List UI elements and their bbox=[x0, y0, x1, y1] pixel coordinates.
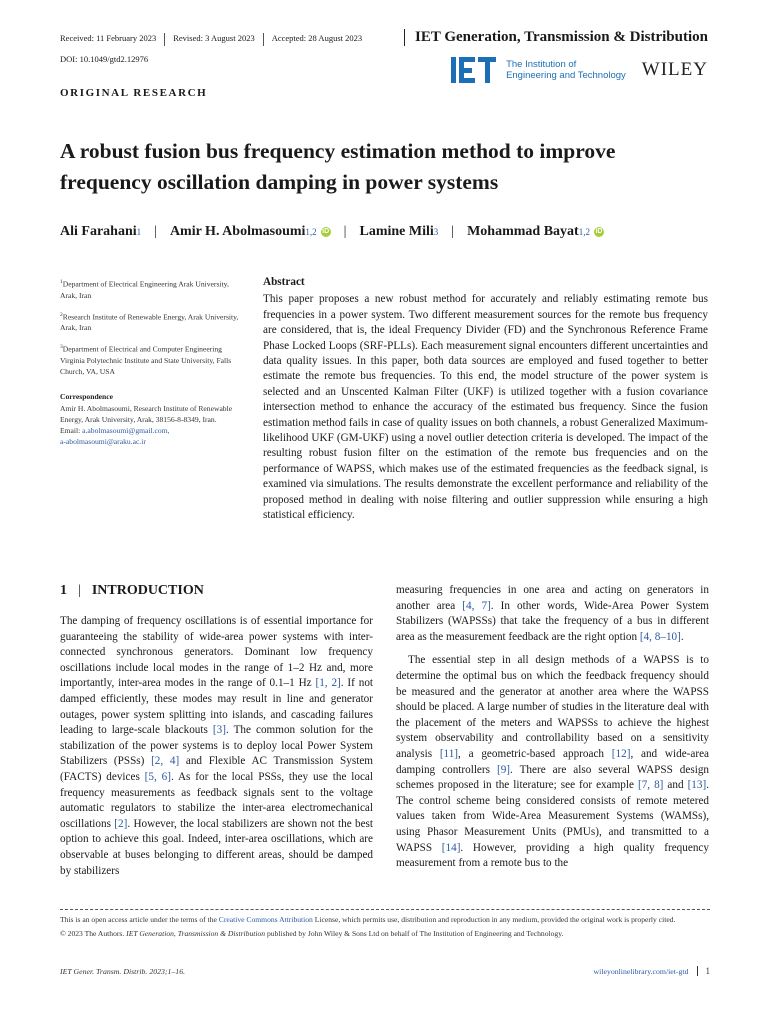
citation-link[interactable]: [4, 8–10] bbox=[639, 630, 681, 643]
publisher-logos bbox=[451, 57, 708, 83]
correspondence-text: Amir H. Abolmasoumi, Research Institute of Renewable Energy, Arak University, Arak, 38156-8-8349, Iran. Email: a.abolmasoumi@gmail.com, a-abolmasoumi@araku.ac.ir bbox=[60, 403, 233, 446]
affiliation-2: $^2$Research Institute of Renewable Energy, Arak University, Arak, Iran bbox=[60, 311, 239, 333]
affiliation-1: $^1$Department of Electrical Engineering Arak University, Arak, Iran bbox=[60, 279, 229, 300]
doi[interactable]: DOI: 10.1049/gtd2.12976 bbox=[60, 54, 149, 64]
author-name[interactable]: Lamine Mili bbox=[359, 224, 434, 239]
license-text: This is an open access article under the terms of the Creative Commons Attribution License, which permits use, distribution and reproduction in any medium, provided the original work is properly cited. bbox=[60, 915, 676, 924]
revised-date: Revised: 3 August 2023 bbox=[173, 33, 255, 43]
email-link[interactable]: a-abolmasoumi@araku.ac.ir bbox=[60, 436, 146, 446]
citation-link[interactable]: [13] bbox=[687, 779, 707, 792]
author-name[interactable]: Mohammad Bayat bbox=[467, 224, 579, 239]
correspondence-heading: Correspondence bbox=[60, 391, 114, 401]
email-link[interactable]: a.abolmasoumi@gmail.com, bbox=[82, 425, 170, 435]
iet-name: The Institution of Engineering and Technology bbox=[506, 59, 626, 81]
paper-title: A robust fusion bus frequency estimation method to improve frequency oscillation damping in power systems bbox=[60, 139, 616, 194]
affiliations bbox=[60, 277, 245, 447]
citation-link[interactable]: [2] bbox=[114, 817, 128, 830]
orcid-icon[interactable]: iD bbox=[595, 228, 603, 235]
body-column-right bbox=[396, 583, 709, 872]
divider bbox=[263, 33, 264, 46]
body-column-left bbox=[60, 614, 373, 879]
copyright-text: © 2023 The Authors. IET Generation, Transmission & Distribution published by John Wiley & Sons Ltd on behalf of The Institution of Engineering and Technology. bbox=[60, 928, 564, 938]
divider bbox=[164, 33, 165, 46]
citation-link[interactable]: [7, 8] bbox=[637, 779, 664, 792]
citation-link[interactable]: [14] bbox=[441, 841, 461, 854]
citation-link[interactable]: [3] bbox=[212, 724, 226, 737]
citation-info: IET Gener. Transm. Distrib. 2023;1–16. bbox=[60, 966, 186, 976]
citation-link[interactable]: [1, 2] bbox=[315, 677, 341, 690]
paragraph: The damping of frequency oscillations is of essential importance for guaranteeing the stability of wide-area power systems with inter-connected synchronous generators. Dominant low frequency oscillations include local modes in the range of 1–2 Hz and, more importantly, inter-area modes in the range of 0.1–1 Hz [1, 2]. If not damped efficiently, these modes may result in line and generator outages, power system splitting into islands, and cascading failures leading to large-scale blackouts [3]. The common solution for the stabilization of the power systems is to deploy local Power System Stabilizers (PSSs) [2, 4] and Flexible AC Transmission System (FACTS) devices [5, 6]. As for the local PSSs, they use the local frequency measurements as feedback signals sent to the voltage automatic regulators to stabilize the inter-area electromechanical oscillations [2]. However, the local stabilizers are shown not the best option to achieve this goal. Indeed, inter-area oscillations, which are observable at buses belonging to different areas, should be damped by stabilizers bbox=[60, 615, 374, 877]
article-type: ORIGINAL RESEARCH bbox=[60, 87, 208, 99]
author-name[interactable]: Amir H. Abolmasoumi bbox=[169, 224, 306, 239]
accepted-date: Accepted: 28 August 2023 bbox=[271, 33, 363, 43]
author-list: Ali Farahani 1 | Amir H. Abolmasoumi 1,2 iD | Lamine Mili 3 | Mohammad Bayat 1,2 iD bbox=[60, 224, 603, 239]
abstract-text: This paper proposes a new robust method for accurately and reliably estimating remote bus frequencies in a power system. Two different measurement sources for the remote bus frequency are considered, that is, the ideal Frequency Divider (FD) and the Synchronous Reference Frame Phase Locked Loops (SRF-PLLs). Each measurement signal encounters different uncertainties and data quality issues. In this paper, both data sources are employed and fused together to better estimate the remote bus frequencies. To this end, the model structure of the power system is selected and an Unscented Kalman Filter (UKF) is utilized together with a fusion covariance intersection method to enhance the accuracy of the estimated bus frequency. Since the fusion estimation method fails in case of quality issues on both channels, a robust Generalized Maximum-likelihood UKF (GM-UKF) using a novel outlier detection criteria is developed. The impact of the resulting robust fusion filter on the estimation of the remote bus frequencies and on the performance of WAPSS, which makes use of the estimated frequencies as the feedback signal, is examined via simulations. The results demonstrate the excellent performance and reliability of the proposed method in dealing with noise filtering and outlier suppression while ensuring a high statistical efficiency. bbox=[263, 293, 708, 522]
article-dates bbox=[60, 33, 362, 46]
page-footer bbox=[60, 966, 710, 976]
paragraph: The essential step in all design methods of a WAPSS is to determine the optimal bus on which the feedback frequency should be measured and the generator at another area where the WAPSS should be placed. A large number of studies in the literature deal with the placement of the meters and WAPSSs to achieve the highest system observability and controllability based on a sensitivity analysis [11], a geometric-based approach [12], and wide-area damping controllers [9]. There are also several WAPSS design schemes proposed in the literature; see for example [7, 8] and [13]. The control scheme being considered consists of remote metered values taken from Wide-Area Measurement Systems (WAMSs), using Phasor Measurement Units (PMUs), and transmitted to a WAPSS [14]. However, providing a high quality frequency measurement from a remote bus to the bbox=[396, 654, 710, 870]
journal-url-link[interactable]: wileyonlinelibrary.com/iet-gtd bbox=[593, 966, 689, 976]
affiliation-3: $^3$Department of Electrical and Computer Engineering Virginia Polytechnic Institute and State University, Falls Church, VA, USA bbox=[60, 344, 232, 376]
citation-link[interactable]: [4, 7] bbox=[462, 599, 491, 612]
paragraph: measuring frequencies in one area and acting on generators in another area [4, 7]. In other words, Wide-Area Power System Stabilizers (WAPSSs) that take the frequency of a bus in different area as the measurement feedback are the right option [4, 8–10]. bbox=[396, 584, 709, 643]
citation-link[interactable]: [12] bbox=[611, 747, 631, 760]
abstract bbox=[263, 275, 708, 524]
iet-logo-icon bbox=[451, 57, 496, 83]
abstract-heading: Abstract bbox=[263, 276, 305, 288]
wiley-logo: WILEY bbox=[641, 59, 708, 80]
citation-link[interactable]: [11] bbox=[439, 747, 459, 760]
page-number: 1 bbox=[697, 966, 711, 976]
section-heading: 1 | INTRODUCTION bbox=[60, 583, 204, 598]
orcid-icon[interactable]: iD bbox=[322, 228, 330, 235]
license-notice bbox=[60, 914, 710, 941]
footer-divider bbox=[60, 909, 710, 910]
cc-license-link[interactable]: Creative Commons Attribution bbox=[218, 915, 313, 924]
received-date: Received: 11 February 2023 bbox=[60, 33, 157, 43]
author-name[interactable]: Ali Farahani bbox=[60, 224, 137, 239]
citation-link[interactable]: [9] bbox=[496, 763, 511, 776]
citation-link[interactable]: [2, 4] bbox=[151, 755, 180, 768]
journal-title: IET Generation, Transmission & Distribution bbox=[404, 29, 708, 46]
citation-link[interactable]: [5, 6] bbox=[144, 770, 171, 783]
